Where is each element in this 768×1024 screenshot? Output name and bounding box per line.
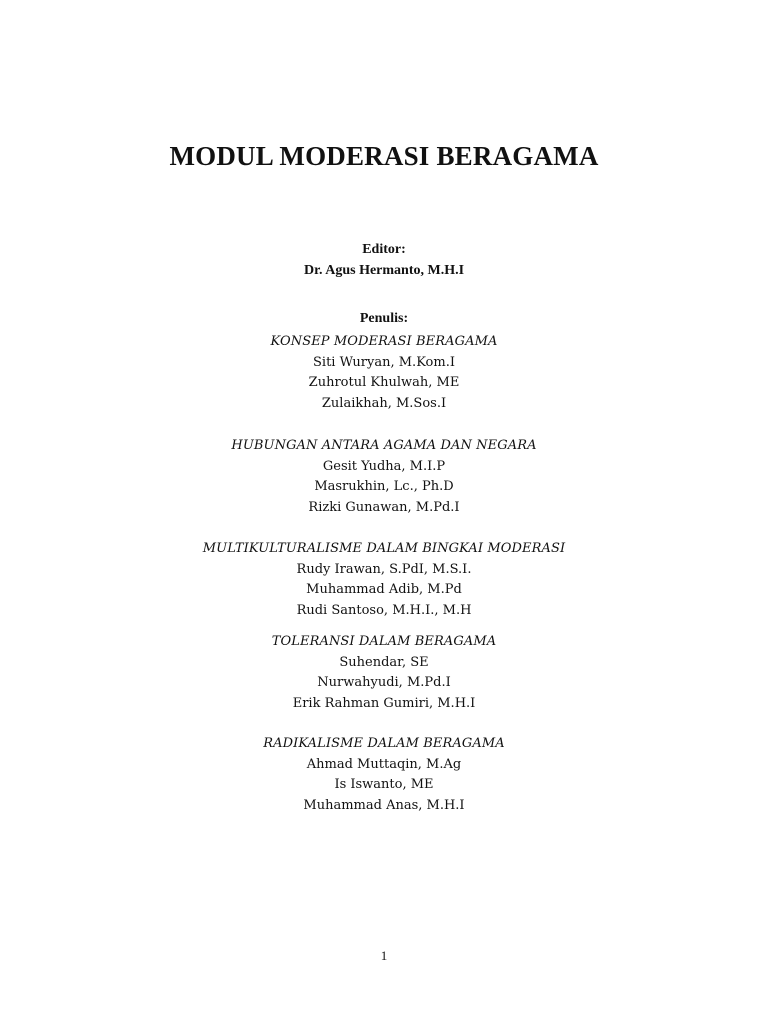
editor-block (0, 239, 768, 281)
section-title: HUBUNGAN ANTARA AGAMA DAN NEGARA (231, 438, 537, 453)
section-title: MULTIKULTURALISME DALAM BINGKAI MODERASI (202, 541, 566, 556)
section-toleransi (0, 632, 768, 714)
author-name: Is Iswanto, ME (334, 777, 434, 792)
author-name: Zuhrotul Khulwah, ME (308, 375, 460, 390)
section-hubungan-agama-negara (0, 436, 768, 518)
author-name: Muhammad Anas, M.H.I (303, 797, 465, 813)
author-name: Siti Wuryan, M.Kom.I (313, 354, 455, 370)
author-name: Erik Rahman Gumiri, M.H.I (292, 695, 476, 711)
author-name: Gesit Yudha, M.I.P (322, 458, 446, 474)
editor-name: Dr. Agus Hermanto, M.H.I (303, 263, 465, 278)
author-name: Nurwahyudi, M.Pd.I (317, 675, 451, 690)
section-title: RADIKALISME DALAM BERAGAMA (263, 736, 505, 751)
author-name: Rizki Gunawan, M.Pd.I (308, 499, 460, 515)
section-title: KONSEP MODERASI BERAGAMA (270, 334, 498, 349)
author-name: Rudy Irawan, S.PdI, M.S.I. (296, 561, 472, 577)
author-name: Zulaikhah, M.Sos.I (321, 395, 447, 411)
section-radikalisme (0, 734, 768, 816)
author-name: Ahmad Muttaqin, M.Ag (306, 756, 462, 772)
section-konsep-moderasi (0, 332, 768, 414)
page-number: 1 (380, 948, 388, 963)
section-multikulturalisme (0, 539, 768, 621)
author-name: Rudi Santoso, M.H.I., M.H (296, 602, 472, 618)
document-title: MODUL MODERASI BERAGAMA (169, 141, 599, 171)
author-name: Muhammad Adib, M.Pd (306, 582, 462, 597)
penulis-label: Penulis: (359, 311, 409, 326)
editor-label: Editor: (362, 242, 406, 257)
section-title: TOLERANSI DALAM BERAGAMA (271, 634, 497, 649)
author-name: Masrukhin, Lc., Ph.D (314, 479, 454, 494)
author-name: Suhendar, SE (339, 654, 429, 670)
